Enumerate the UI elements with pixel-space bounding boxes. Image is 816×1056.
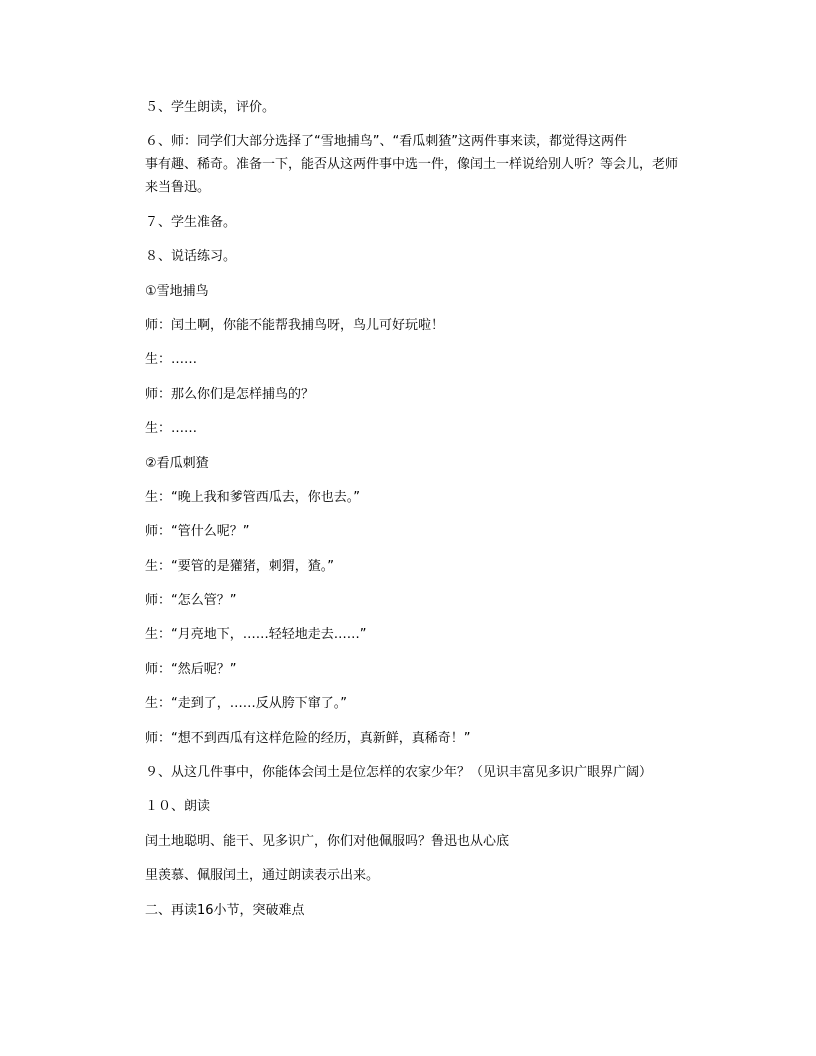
dialogue-line-2: 生：…… <box>145 352 198 367</box>
paragraph-line-4: 来当鲁迅。 <box>145 180 211 195</box>
paragraph-line-6: ８、说话练习。 <box>145 249 237 264</box>
paragraph-line-2: ６、师：同学们大部分选择了“雪地捕鸟”、“看瓜刺猹”这两件事来读，都觉得这两件 <box>145 134 627 149</box>
dialogue-line-10: 师：“然后呢？” <box>145 662 237 677</box>
paragraph-line-1: ５、学生朗读，评价。 <box>145 100 276 115</box>
section-heading-3: 二、再读16小节，突破难点 <box>145 903 305 918</box>
paragraph-line-8: １０、朗读 <box>145 799 211 814</box>
dialogue-line-11: 生：“走到了，……反从胯下窜了。” <box>145 696 347 711</box>
section-heading-2: ②看瓜刺猹 <box>145 456 209 471</box>
section-heading-1: ①雪地捕鸟 <box>145 284 209 299</box>
dialogue-line-6: 师：“管什么呢？” <box>145 524 250 539</box>
dialogue-line-8: 师：“怎么管？” <box>145 593 237 608</box>
paragraph-line-7: ９、从这几件事中，你能体会闰土是位怎样的农家少年？（见识丰富见多识广眼界广阔） <box>145 765 653 780</box>
paragraph-line-9: 闰土地聪明、能干、见多识广，你们对他佩服吗？鲁迅也从心底 <box>145 834 510 849</box>
dialogue-line-9: 生：“月亮地下，……轻轻地走去……” <box>145 627 367 642</box>
dialogue-line-12: 师：“想不到西瓜有这样危险的经历，真新鲜，真稀奇！” <box>145 731 471 746</box>
dialogue-line-4: 生：…… <box>145 421 198 436</box>
dialogue-line-1: 师：闰土啊，你能不能帮我捕鸟呀，鸟儿可好玩啦！ <box>145 318 445 333</box>
dialogue-line-3: 师：那么你们是怎样捕鸟的？ <box>145 387 315 402</box>
paragraph-line-5: ７、学生准备。 <box>145 215 237 230</box>
paragraph-line-3: 事有趣、稀奇。准备一下，能否从这两件事中选一件，像闰土一样说给别人听？等会儿，老师 <box>145 157 679 172</box>
dialogue-line-7: 生：“要管的是獾猪，刺猬，猹。” <box>145 559 334 574</box>
paragraph-line-10: 里羡慕、佩服闰土，通过朗读表示出来。 <box>145 868 380 883</box>
dialogue-line-5: 生：“晚上我和爹管西瓜去，你也去。” <box>145 490 360 505</box>
